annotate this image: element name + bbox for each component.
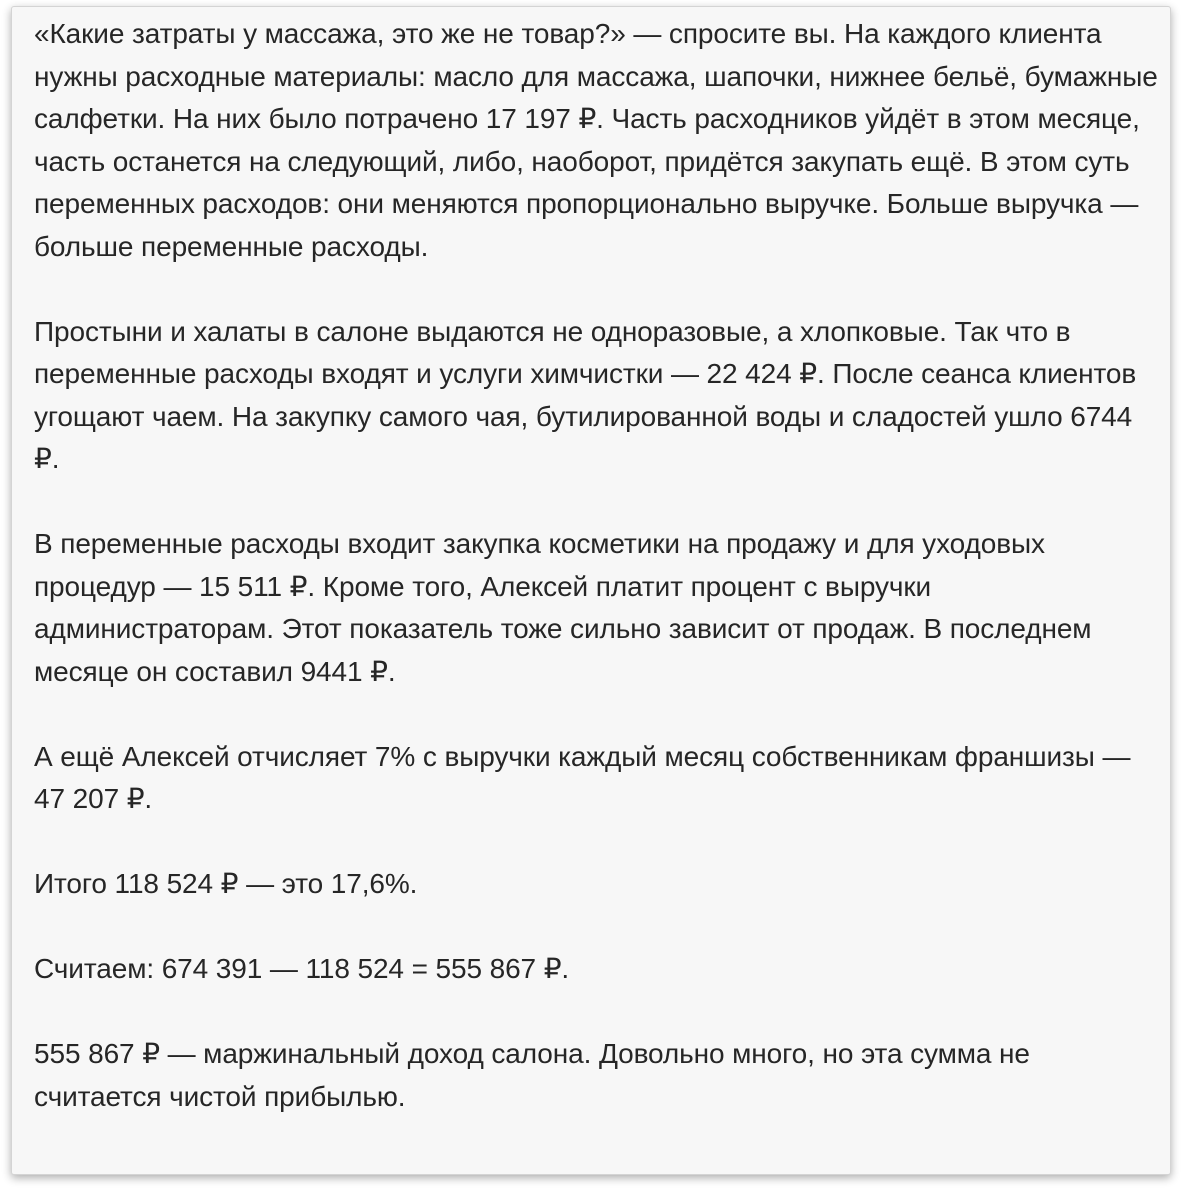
- paragraph-total: Итого 118 524 ₽ — это 17,6%.: [34, 868, 418, 899]
- paragraph-calculation: Считаем: 674 391 — 118 524 = 555 867 ₽.: [34, 953, 570, 984]
- paragraph-cosmetics-admins: В переменные расходы входит закупка косметики на продажу и для уходовых процедур — 15 511 ₽. Кроме того, Алексей платит процент с выручки администраторам. Этот показатель тоже сильно зависит от продаж. В последнем месяце он составил 9441 ₽.: [34, 528, 1092, 687]
- paragraph-laundry-tea: Простыни и халаты в салоне выдаются не одноразовые, а хлопковые. Так что в переменные расходы входят и услуги химчистки — 22 424 ₽. После сеанса клиентов угощают чаем. На закупку самого чая, бутилированной воды и сладостей ушло 6744 ₽.: [34, 315, 1137, 474]
- paragraph-margin-income: 555 867 ₽ — маржинальный доход салона. Довольно много, но эта сумма не считается чистой прибылью.: [34, 1038, 1030, 1112]
- text-card: [11, 6, 1171, 1175]
- article-body: [34, 13, 1164, 1118]
- paragraph-franchise-fee: А ещё Алексей отчисляет 7% с выручки каждый месяц собственникам франшизы — 47 207 ₽.: [34, 740, 1131, 814]
- paragraph-consumables: «Какие затраты у массажа, это же не товар?» — спросите вы. На каждого клиента нужны расходные материалы: масло для массажа, шапочки, нижнее бельё, бумажные салфетки. На них было потрачено 17 197 ₽. Часть расходников уйдёт в этом месяце, часть останется на следующий, либо, наоборот, придётся закупать ещё. В этом суть переменных расходов: они меняются пропорционально выручке. Больше выручка — больше переменные расходы.: [34, 18, 1158, 262]
